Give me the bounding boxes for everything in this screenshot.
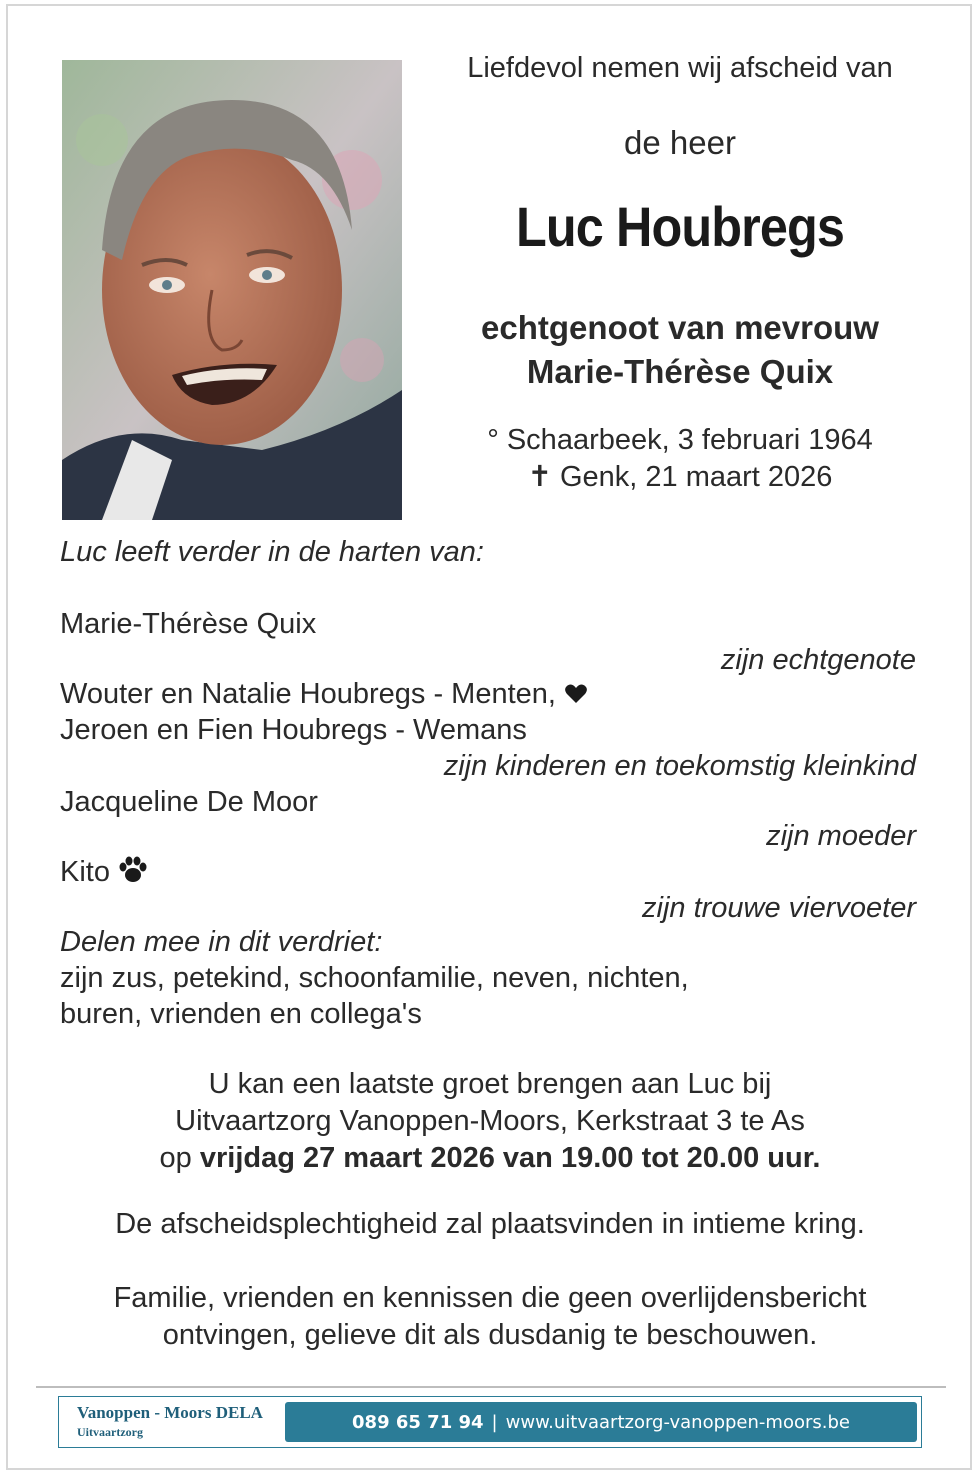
footer-divider xyxy=(36,1386,946,1388)
spouse-block xyxy=(430,306,930,394)
family-intro: Luc leeft verder in de harten van: xyxy=(60,536,484,568)
death-line: ✝ Genk, 21 maart 2026 xyxy=(527,461,833,493)
phone-number[interactable]: 089 65 71 94 xyxy=(352,1411,484,1433)
mother-role: zijn moeder xyxy=(766,820,916,852)
pet-name: Kito xyxy=(60,856,110,888)
honorific: de heer xyxy=(624,124,736,161)
visitation-block xyxy=(0,1066,980,1177)
notice-line-2: ontvingen, gelieve dit als dusdanig te beschouwen. xyxy=(162,1319,818,1351)
visitation-line-1: U kan een laatste groet brengen aan Luc bij xyxy=(208,1068,772,1100)
funeral-home-logo: Vanoppen - Moors DELA xyxy=(77,1403,263,1422)
dates-block xyxy=(430,422,930,496)
deceased-name: Luc Houbregs xyxy=(515,195,845,258)
paw-icon xyxy=(118,856,148,892)
pet-role: zijn trouwe viervoeter xyxy=(642,892,916,924)
visitation-line-3 xyxy=(0,1140,980,1177)
visitation-line-2: Uitvaartzorg Vanoppen-Moors, Kerkstraat 3 te As xyxy=(175,1105,805,1137)
children-line-1 xyxy=(60,678,588,714)
children-line-2: Jeroen en Fien Houbregs - Wemans xyxy=(60,714,527,746)
spouse-role: zijn echtgenote xyxy=(720,644,916,676)
visitation-datetime: vrijdag 27 maart 2026 van 19.00 tot 20.00 uur. xyxy=(199,1142,821,1174)
contact-band xyxy=(285,1402,917,1442)
spouse-family-name: Marie-Thérèse Quix xyxy=(60,608,317,640)
birth-line: ° Schaarbeek, 3 februari 1964 xyxy=(487,424,873,456)
funeral-home-footer xyxy=(58,1396,922,1448)
others-intro: Delen mee in dit verdriet: xyxy=(60,926,383,958)
contact-separator: | xyxy=(491,1411,498,1433)
intro-text: Liefdevol nemen wij afscheid van xyxy=(467,52,893,84)
heart-icon xyxy=(564,681,588,714)
visitation-prefix: op xyxy=(159,1142,192,1174)
pet-line xyxy=(60,856,148,892)
children-names-1: Wouter en Natalie Houbregs - Menten, xyxy=(60,678,556,710)
website-link[interactable]: www.uitvaartzorg-vanoppen-moors.be xyxy=(505,1411,850,1433)
ceremony-text: De afscheidsplechtigheid zal plaatsvinden in intieme kring. xyxy=(115,1208,865,1240)
spouse-name: Marie-Thérèse Quix xyxy=(526,353,834,390)
notice-line-1: Familie, vrienden en kennissen die geen overlijdensbericht xyxy=(113,1282,867,1314)
spouse-intro: echtgenoot van mevrouw xyxy=(481,309,879,346)
portrait-photo xyxy=(62,60,402,520)
others-line-1: zijn zus, petekind, schoonfamilie, neven, nichten, xyxy=(60,962,689,994)
children-role: zijn kinderen en toekomstig kleinkind xyxy=(443,750,916,782)
mother-name: Jacqueline De Moor xyxy=(60,786,318,818)
others-line-2: buren, vrienden en collega's xyxy=(60,998,422,1030)
notice-block xyxy=(0,1280,980,1354)
funeral-home-logo-sub: Uitvaartzorg xyxy=(77,1425,143,1439)
